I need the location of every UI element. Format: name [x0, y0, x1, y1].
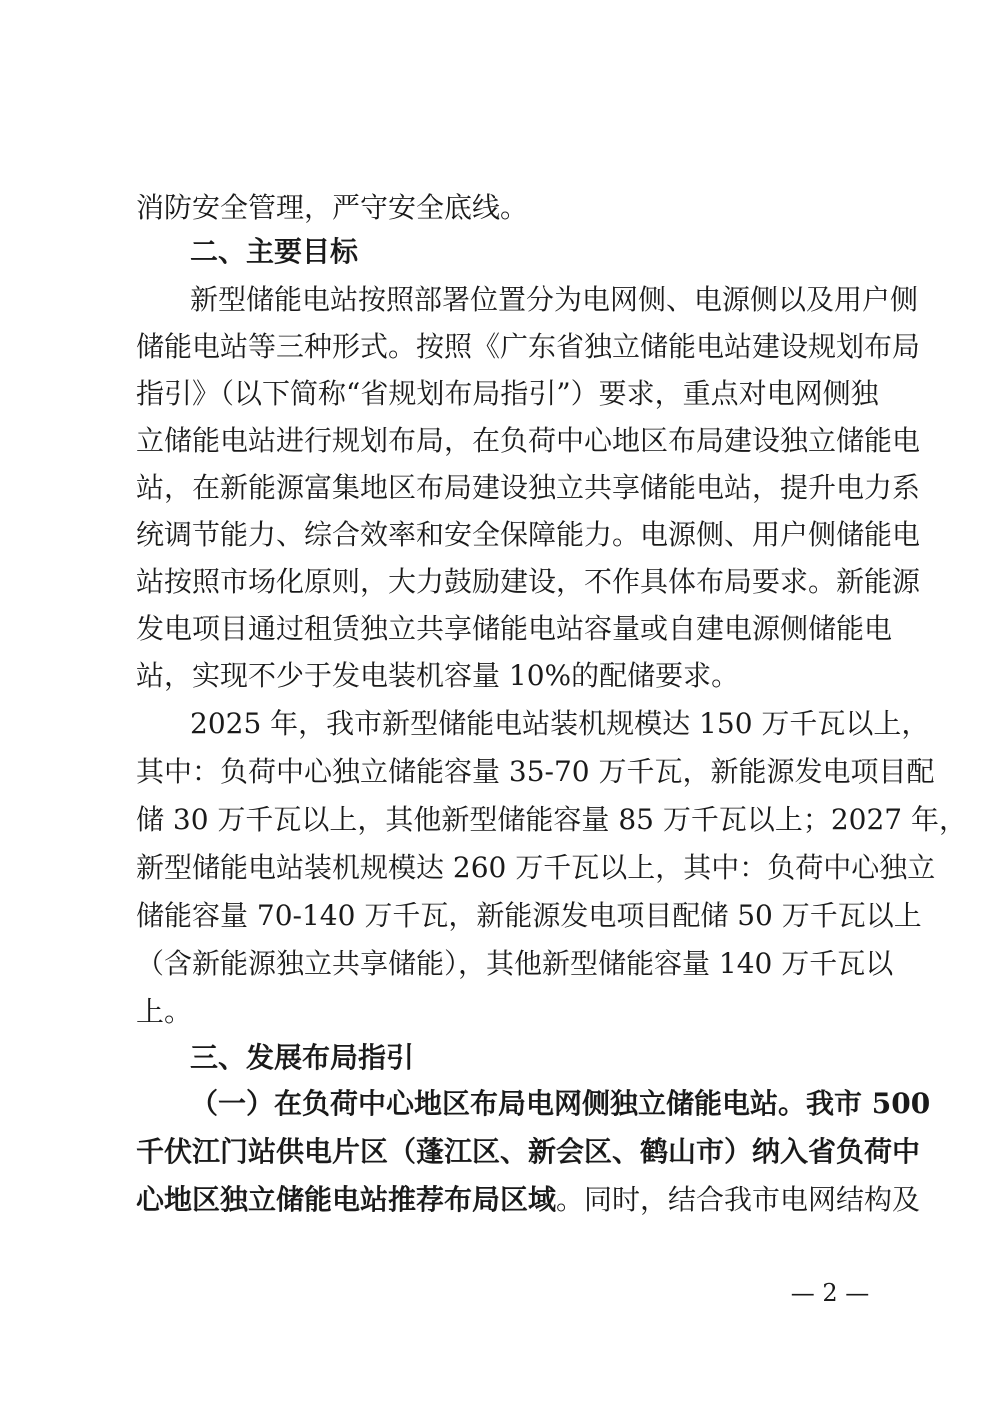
section-heading-layout-guidance: 三、发展布局指引 — [190, 1041, 415, 1074]
paragraph-line: 统调节能力、综合效率和安全保障能力。电源侧、用户侧储能电 — [136, 518, 921, 551]
paragraph-line: 其中：负荷中心独立储能容量 35-70 万千瓦，新能源发电项目配 — [136, 755, 935, 788]
paragraph-line: 消防安全管理，严守安全底线。 — [136, 191, 529, 224]
section-heading-main-goals: 二、主要目标 — [190, 235, 359, 268]
paragraph-line: 储能电站等三种形式。按照《广东省独立储能电站建设规划布局 — [136, 330, 921, 363]
paragraph-line: 储能容量 70-140 万千瓦，新能源发电项目配储 50 万千瓦以上 — [136, 899, 922, 932]
paragraph-line: 新型储能电站按照部署位置分为电网侧、电源侧以及用户侧 — [190, 283, 919, 316]
paragraph-line: 储 30 万千瓦以上，其他新型储能容量 85 万千瓦以上；2027 年， — [136, 803, 968, 836]
page-number: — 2 — — [790, 1279, 870, 1307]
paragraph-line: 指引》（以下简称“省规划布局指引”）要求，重点对电网侧独 — [136, 377, 879, 410]
paragraph-line: 上。 — [136, 995, 193, 1028]
paragraph-line: 千伏江门站供电片区（蓬江区、新会区、鹤山市）纳入省负荷中 — [136, 1135, 921, 1168]
paragraph-line: 2025 年，我市新型储能电站装机规模达 150 万千瓦以上， — [190, 707, 930, 740]
paragraph-line-bold-part: 心地区独立储能电站推荐布局区域 — [136, 1183, 557, 1216]
paragraph-line: 发电项目通过租赁独立共享储能电站容量或自建电源侧储能电 — [136, 612, 893, 645]
paragraph-line: 立储能电站进行规划布局，在负荷中心地区布局建设独立储能电 — [136, 424, 921, 457]
paragraph-line: 新型储能电站装机规模达 260 万千瓦以上，其中：负荷中心独立 — [136, 851, 936, 884]
paragraph-line-mixed — [136, 1178, 921, 1222]
paragraph-line-regular-part: 。同时，结合我市电网结构及 — [556, 1183, 921, 1216]
paragraph-line: 站按照市场化原则，大力鼓励建设，不作具体布局要求。新能源 — [136, 565, 921, 598]
paragraph-line: 站，实现不少于发电装机容量 10%的配储要求。 — [136, 659, 740, 692]
paragraph-line: 站，在新能源富集地区布局建设独立共享储能电站，提升电力系 — [136, 471, 921, 504]
paragraph-line: （含新能源独立共享储能），其他新型储能容量 140 万千瓦以 — [136, 947, 894, 980]
paragraph-line: （一）在负荷中心地区布局电网侧独立储能电站。我市 500 — [190, 1087, 931, 1120]
